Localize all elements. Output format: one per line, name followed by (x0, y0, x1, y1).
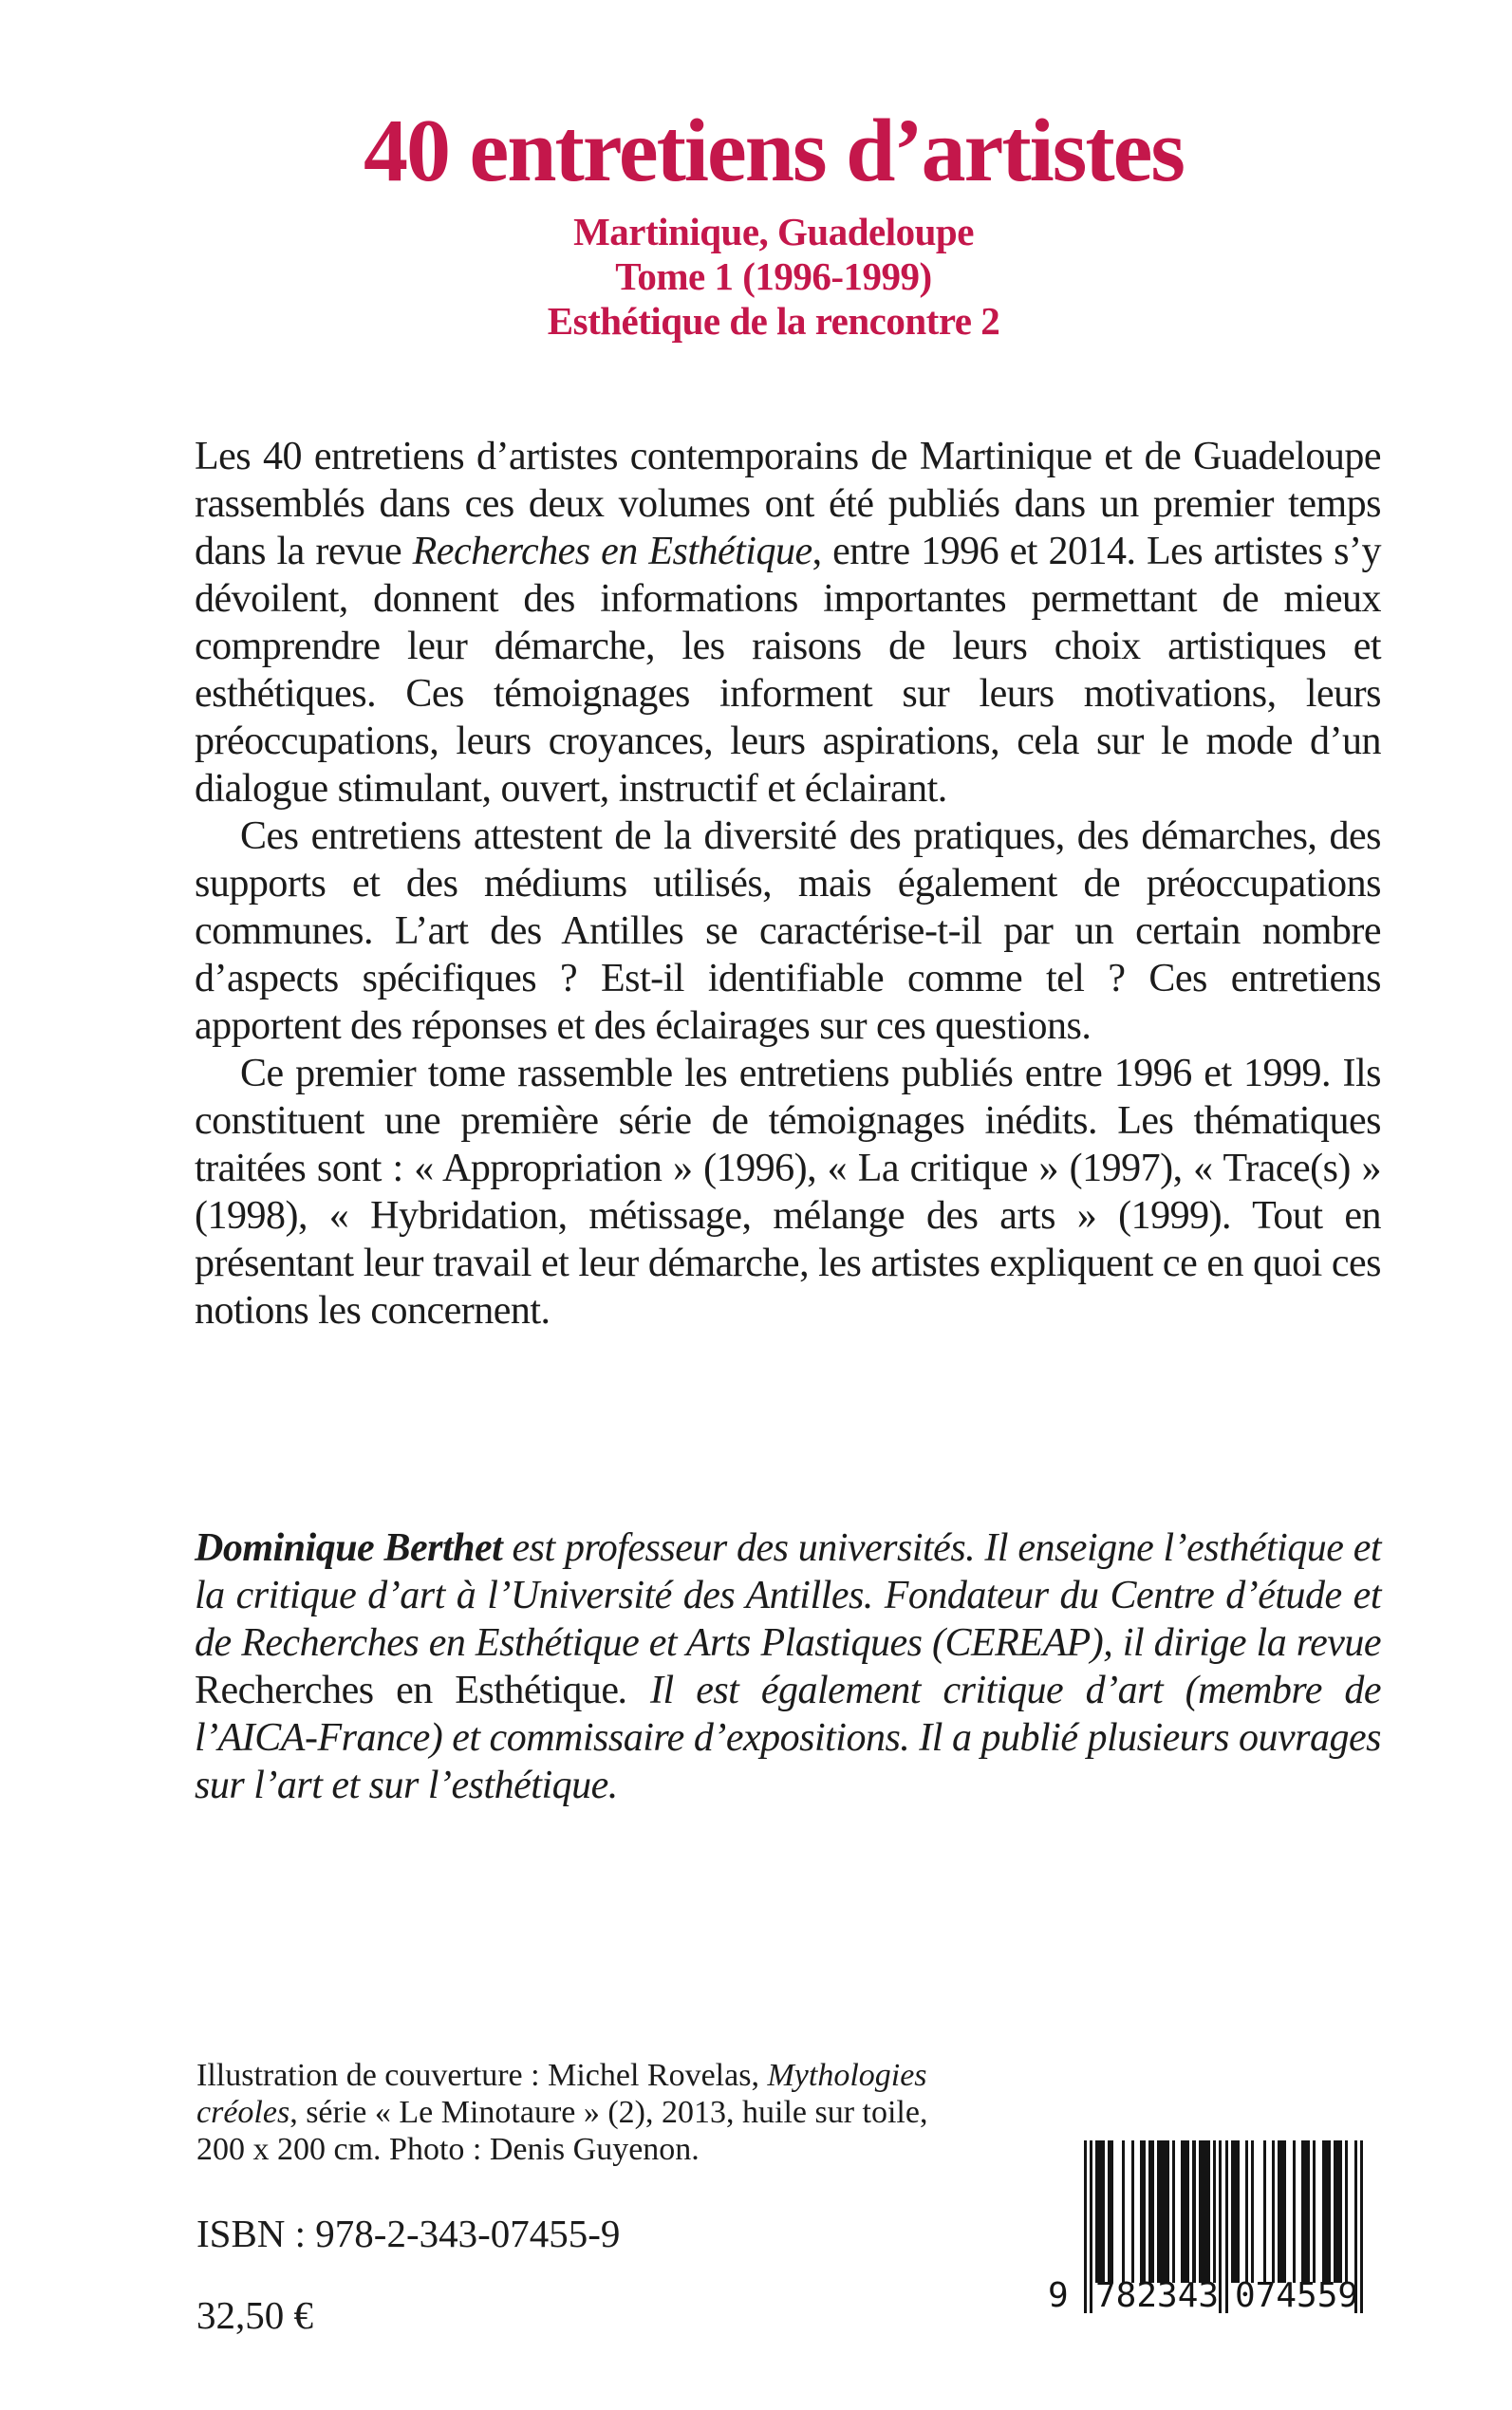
ean13-barcode (1048, 2140, 1364, 2316)
synopsis-paragraph (195, 1050, 1381, 1335)
text-segment: Mythologies créoles (196, 2058, 927, 2130)
book-title: 40 entretiens d’artistes (364, 102, 1184, 200)
text-segment: , série « Le Minotaure » (2), 2013, huile sur toile, 200 x 200 cm. Photo : Denis Guyenon. (196, 2095, 928, 2167)
synopsis-paragraph (195, 813, 1381, 1050)
text-segment: Ces entretiens attestent de la diversité des pratiques, des démarches, des supports et des médiums utilisés, mais également de préoccupations communes. L’art des Antilles se caractérise-t-il par un certain nombre d’aspects spécifiques ? Est-il identifiable comme tel ? Ces entretiens apportent des réponses et des éclairages sur ces questions. (195, 814, 1381, 1048)
text-segment: Illustration de couverture : Michel Rovelas, (196, 2058, 768, 2093)
cover-illustration-credit (196, 2057, 956, 2168)
barcode-digits-left: 782343 (1095, 2276, 1220, 2315)
synopsis-paragraph (195, 433, 1381, 813)
title-block (161, 102, 1386, 200)
subtitle-volume: Tome 1 (1996-1999) (615, 254, 932, 298)
text-segment: Recherches en Esthétique (195, 1669, 619, 1712)
subtitle-block (161, 210, 1386, 344)
subtitle-region: Martinique, Guadeloupe (573, 210, 974, 253)
text-segment: . Il est également critique d’art (membre de l’AICA-France) et commissaire d’expositions. Il a publié plusieurs ouvrages sur l’art et sur l’esthétique. (195, 1669, 1381, 1807)
barcode-digit-first: 9 (1048, 2276, 1069, 2315)
barcode-digits-right: 074559 (1235, 2276, 1359, 2315)
text-segment: Dominique Berthet (195, 1526, 503, 1570)
text-segment: est professeur des universités. Il enseigne l’esthétique et la critique d’art à l’Université des Antilles. Fondateur du Centre d’étude et de Recherches en Esthétique et Arts Plastiques (CEREAP), il dirige la revue (195, 1526, 1381, 1665)
synopsis-text (195, 433, 1381, 1335)
text-segment: Ce premier tome rassemble les entretiens publiés entre 1996 et 1999. Ils constituent une première série de témoignages inédits. Les thématiques traitées sont : « Appropriation » (1996), « La critique » (1997), « Trace(s) » (1998), « Hybridation, métissage, mélange des arts » (1999). Tout en présentant leur travail et leur démarche, les artistes expliquent ce en quoi ces notions les concernent. (195, 1052, 1381, 1333)
price-label: 32,50 € (196, 2293, 313, 2337)
subtitle-series: Esthétique de la rencontre 2 (547, 299, 1000, 343)
text-segment: Les 40 entretiens d’artistes contemporains de Martinique et de Guadeloupe rassemblés dans ces deux volumes ont été publiés dans un premier temps dans la revue (195, 435, 1381, 573)
isbn-label: ISBN : 978-2-343-07455-9 (196, 2212, 621, 2255)
author-bio (195, 1524, 1381, 1809)
barcode-digits (1048, 2276, 1364, 2315)
text-segment: Recherches en Esthétique (412, 530, 812, 573)
text-segment: , entre 1996 et 2014. Les artistes s’y dévoilent, donnent des informations importantes permettant de mieux comprendre leur démarche, les raisons de leurs choix artistiques et esthétiques. Ces témoignages informent sur leurs motivations, leurs préoccupations, leurs croyances, leurs aspirations, cela sur le mode d’un dialogue stimulant, ouvert, instructif et éclairant. (195, 530, 1381, 811)
